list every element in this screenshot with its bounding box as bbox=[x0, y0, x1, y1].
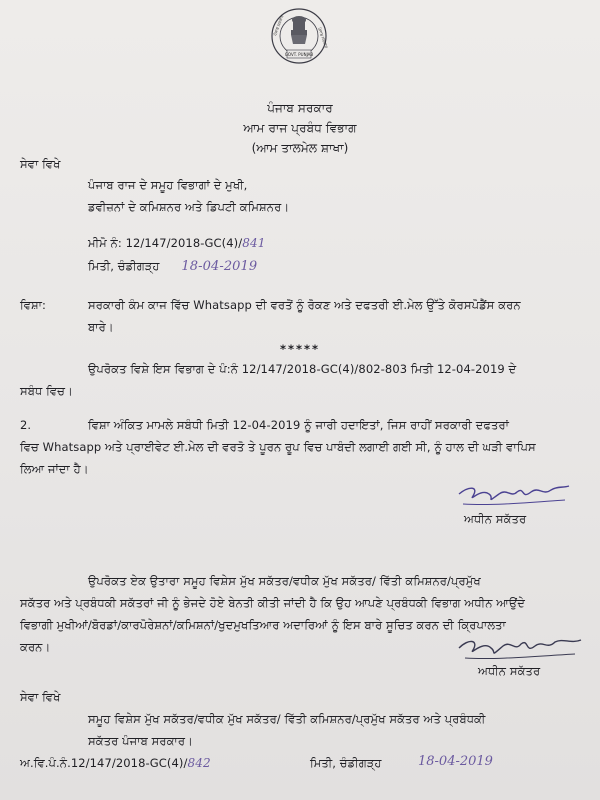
footer-reference bbox=[20, 756, 211, 771]
endorsement-line-1: ਉਪਰੋਕਤ ਏਕ ਉਤਾਰਾ ਸਮੂਹ ਵਿਸ਼ੇਸ ਮੁੱਖ ਸਕੱਤਰ/ਵਧੀਕ ਮੁੱਖ ਸਕੱਤਰ/ ਵਿੱਤੀ ਕਮਿਸ਼ਨਰ/ਪ੍ਰਮੁੱਖ bbox=[88, 574, 481, 588]
footer-date-handwritten: 18-04-2019 bbox=[418, 754, 493, 769]
subject-line-1: ਸਰਕਾਰੀ ਕੰਮ ਕਾਜ ਵਿੱਚ Whatsapp ਦੀ ਵਰਤੋਂ ਨੂੰ ਰੋਕਣ ਅਤੇ ਦਫਤਰੀ ਈ.ਮੇਲ ਉੱਤੇ ਕੋਰਸਪੋਡੈਂਸ ਕਰਨ bbox=[88, 298, 521, 312]
para2-line-3: ਲਿਆ ਜਾਂਦਾ ਹੈ। bbox=[20, 462, 89, 476]
recipients2-line-1: ਸਮੂਹ ਵਿਸ਼ੇਸ ਮੁੱਖ ਸਕੱਤਰ/ਵਧੀਕ ਮੁੱਖ ਸਕੱਤਰ/ ਵਿੱਤੀ ਕਮਿਸ਼ਨਰ/ਪ੍ਰਮੁੱਖ ਸਕੱਤਰ ਅਤੇ ਪ੍ਰਬੰਧਕੀ bbox=[88, 712, 486, 726]
signature-2 bbox=[455, 634, 585, 668]
endorsement-line-4: ਕਰਨ। bbox=[20, 640, 51, 654]
para1-line-1: ਉਪਰੋਕਤ ਵਿਸ਼ੇ ਇਸ ਵਿਭਾਗ ਦੇ ਪੰ:ਨੰ 12/147/2018-GC(4)/802-803 ਮਿਤੀ 12-04-2019 ਦੇ bbox=[88, 362, 517, 376]
header-branch: (ਆਮ ਤਾਲਮੇਲ ਸ਼ਾਖਾ) bbox=[251, 141, 349, 155]
para2-number: 2. bbox=[20, 418, 32, 432]
memo-label: ਮੀਮੋ ਨੰ: 12/147/2018-GC(4)/ bbox=[88, 236, 243, 250]
footer-ref-label: ਅ.ਵਿ.ਪੰ.ਨੰ.12/147/2018-GC(4)/ bbox=[20, 756, 188, 770]
recipient-line-2: ਡਵੀਜ਼ਨਾਂ ਦੇ ਕਮਿਸ਼ਨਰ ਅਤੇ ਡਿਪਟੀ ਕਮਿਸ਼ਨਰ। bbox=[88, 200, 290, 214]
date-line bbox=[88, 259, 257, 274]
recipient-line-1: ਪੰਜਾਬ ਰਾਜ ਦੇ ਸਮੂਹ ਵਿਭਾਗਾਂ ਦੇ ਮੁਖੀ, bbox=[88, 178, 248, 192]
para2-line-1: ਵਿਸ਼ਾ ਅੰਕਿਤ ਮਾਮਲੇ ਸਬੰਧੀ ਮਿਤੀ 12-04-2019 ਨੂੰ ਜਾਰੀ ਹਦਾਇਤਾਂ, ਜਿਸ ਰਾਹੀਂ ਸਰਕਾਰੀ ਦਫਤਰਾਂ bbox=[88, 418, 509, 432]
subject-line-2: ਬਾਰੇ। bbox=[88, 320, 114, 334]
memo-number-line bbox=[88, 236, 265, 251]
header-govt: ਪੰਜਾਬ ਸਰਕਾਰ bbox=[267, 101, 333, 115]
seal-banner: GOVT. PUNJAB bbox=[284, 52, 314, 57]
endorsement-line-3: ਵਿਭਾਗੀ ਮੁਖੀਆਂ/ਬੋਰਡਾਂ/ਕਾਰਪੋਰੇਸ਼ਨਾਂ/ਕਮਿਸ਼ਨਾਂ/ਖੁਦਮੁਖਤਿਆਰ ਅਦਾਰਿਆਂ ਨੂੰ ਇਸ ਬਾਰੇ ਸੂਚਿਤ ਕਰਨ ਦੀ ਕ੍ਰਿਪਾਲਤਾ bbox=[20, 618, 506, 632]
seal-text-left: ਪੰਜਾਬ ਸਰਕਾਰ bbox=[272, 14, 285, 37]
para1-line-2: ਸਬੰਧ ਵਿਚ। bbox=[20, 384, 73, 398]
footer-ref-number-handwritten: 842 bbox=[187, 756, 211, 770]
para2-line-2: ਵਿਚ Whatsapp ਅਤੇ ਪ੍ਰਾਈਵੇਟ ਈ.ਮੇਲ ਦੀ ਵਰਤੋ ਤੇ ਪੂਰਨ ਰੂਪ ਵਿਚ ਪਾਬੰਦੀ ਲਗਾਈ ਗਈ ਸੀ, ਨੂੰ ਹਾਲ ਦੀ ਘੜੀ ਵਾਪਿਸ bbox=[20, 440, 536, 454]
endorsement-line-2: ਸਕੱਤਰ ਅਤੇ ਪ੍ਰਬੰਧਕੀ ਸਕੱਤਰਾਂ ਜੀ ਨੂੰ ਭੇਜਦੇ ਹੋਏ ਬੇਨਤੀ ਕੀਤੀ ਜਾਂਦੀ ਹੈ ਕਿ ਉਹ ਆਪਣੇ ਪ੍ਰਬੰਧਕੀ ਵਿਭਾਗ ਅਧੀਨ ਆਉਂਦੇ bbox=[20, 596, 525, 610]
date-handwritten: 18-04-2019 bbox=[181, 259, 258, 274]
header-department: ਆਮ ਰਾਜ ਪ੍ਰਬੰਧ ਵਿਭਾਗ bbox=[243, 121, 357, 135]
to-label-2: ਸੇਵਾ ਵਿਖੇ bbox=[20, 690, 61, 704]
punjab-govt-seal bbox=[267, 6, 331, 72]
footer-date-label: ਮਿਤੀ, ਚੰਡੀਗੜ੍ਹ bbox=[310, 756, 382, 770]
seal-text-right: ਪੰਜਾਬ ਸਰਕਾਰ bbox=[317, 26, 330, 49]
date-label: ਮਿਤੀ, ਚੰਡੀਗੜ੍ਹ bbox=[88, 259, 160, 273]
to-label: ਸੇਵਾ ਵਿਖੇ bbox=[20, 157, 61, 171]
signature-1-title: ਅਧੀਨ ਸਕੱਤਰ bbox=[464, 512, 527, 526]
memo-number-handwritten: 841 bbox=[242, 236, 266, 250]
separator-stars: ***** bbox=[279, 342, 321, 356]
subject-label: ਵਿਸ਼ਾ: bbox=[20, 298, 47, 312]
signature-2-title: ਅਧੀਨ ਸਕੱਤਰ bbox=[478, 664, 541, 678]
recipients2-line-2: ਸਕੱਤਰ ਪੰਜਾਬ ਸਰਕਾਰ। bbox=[88, 734, 193, 748]
signature-1 bbox=[455, 482, 573, 516]
